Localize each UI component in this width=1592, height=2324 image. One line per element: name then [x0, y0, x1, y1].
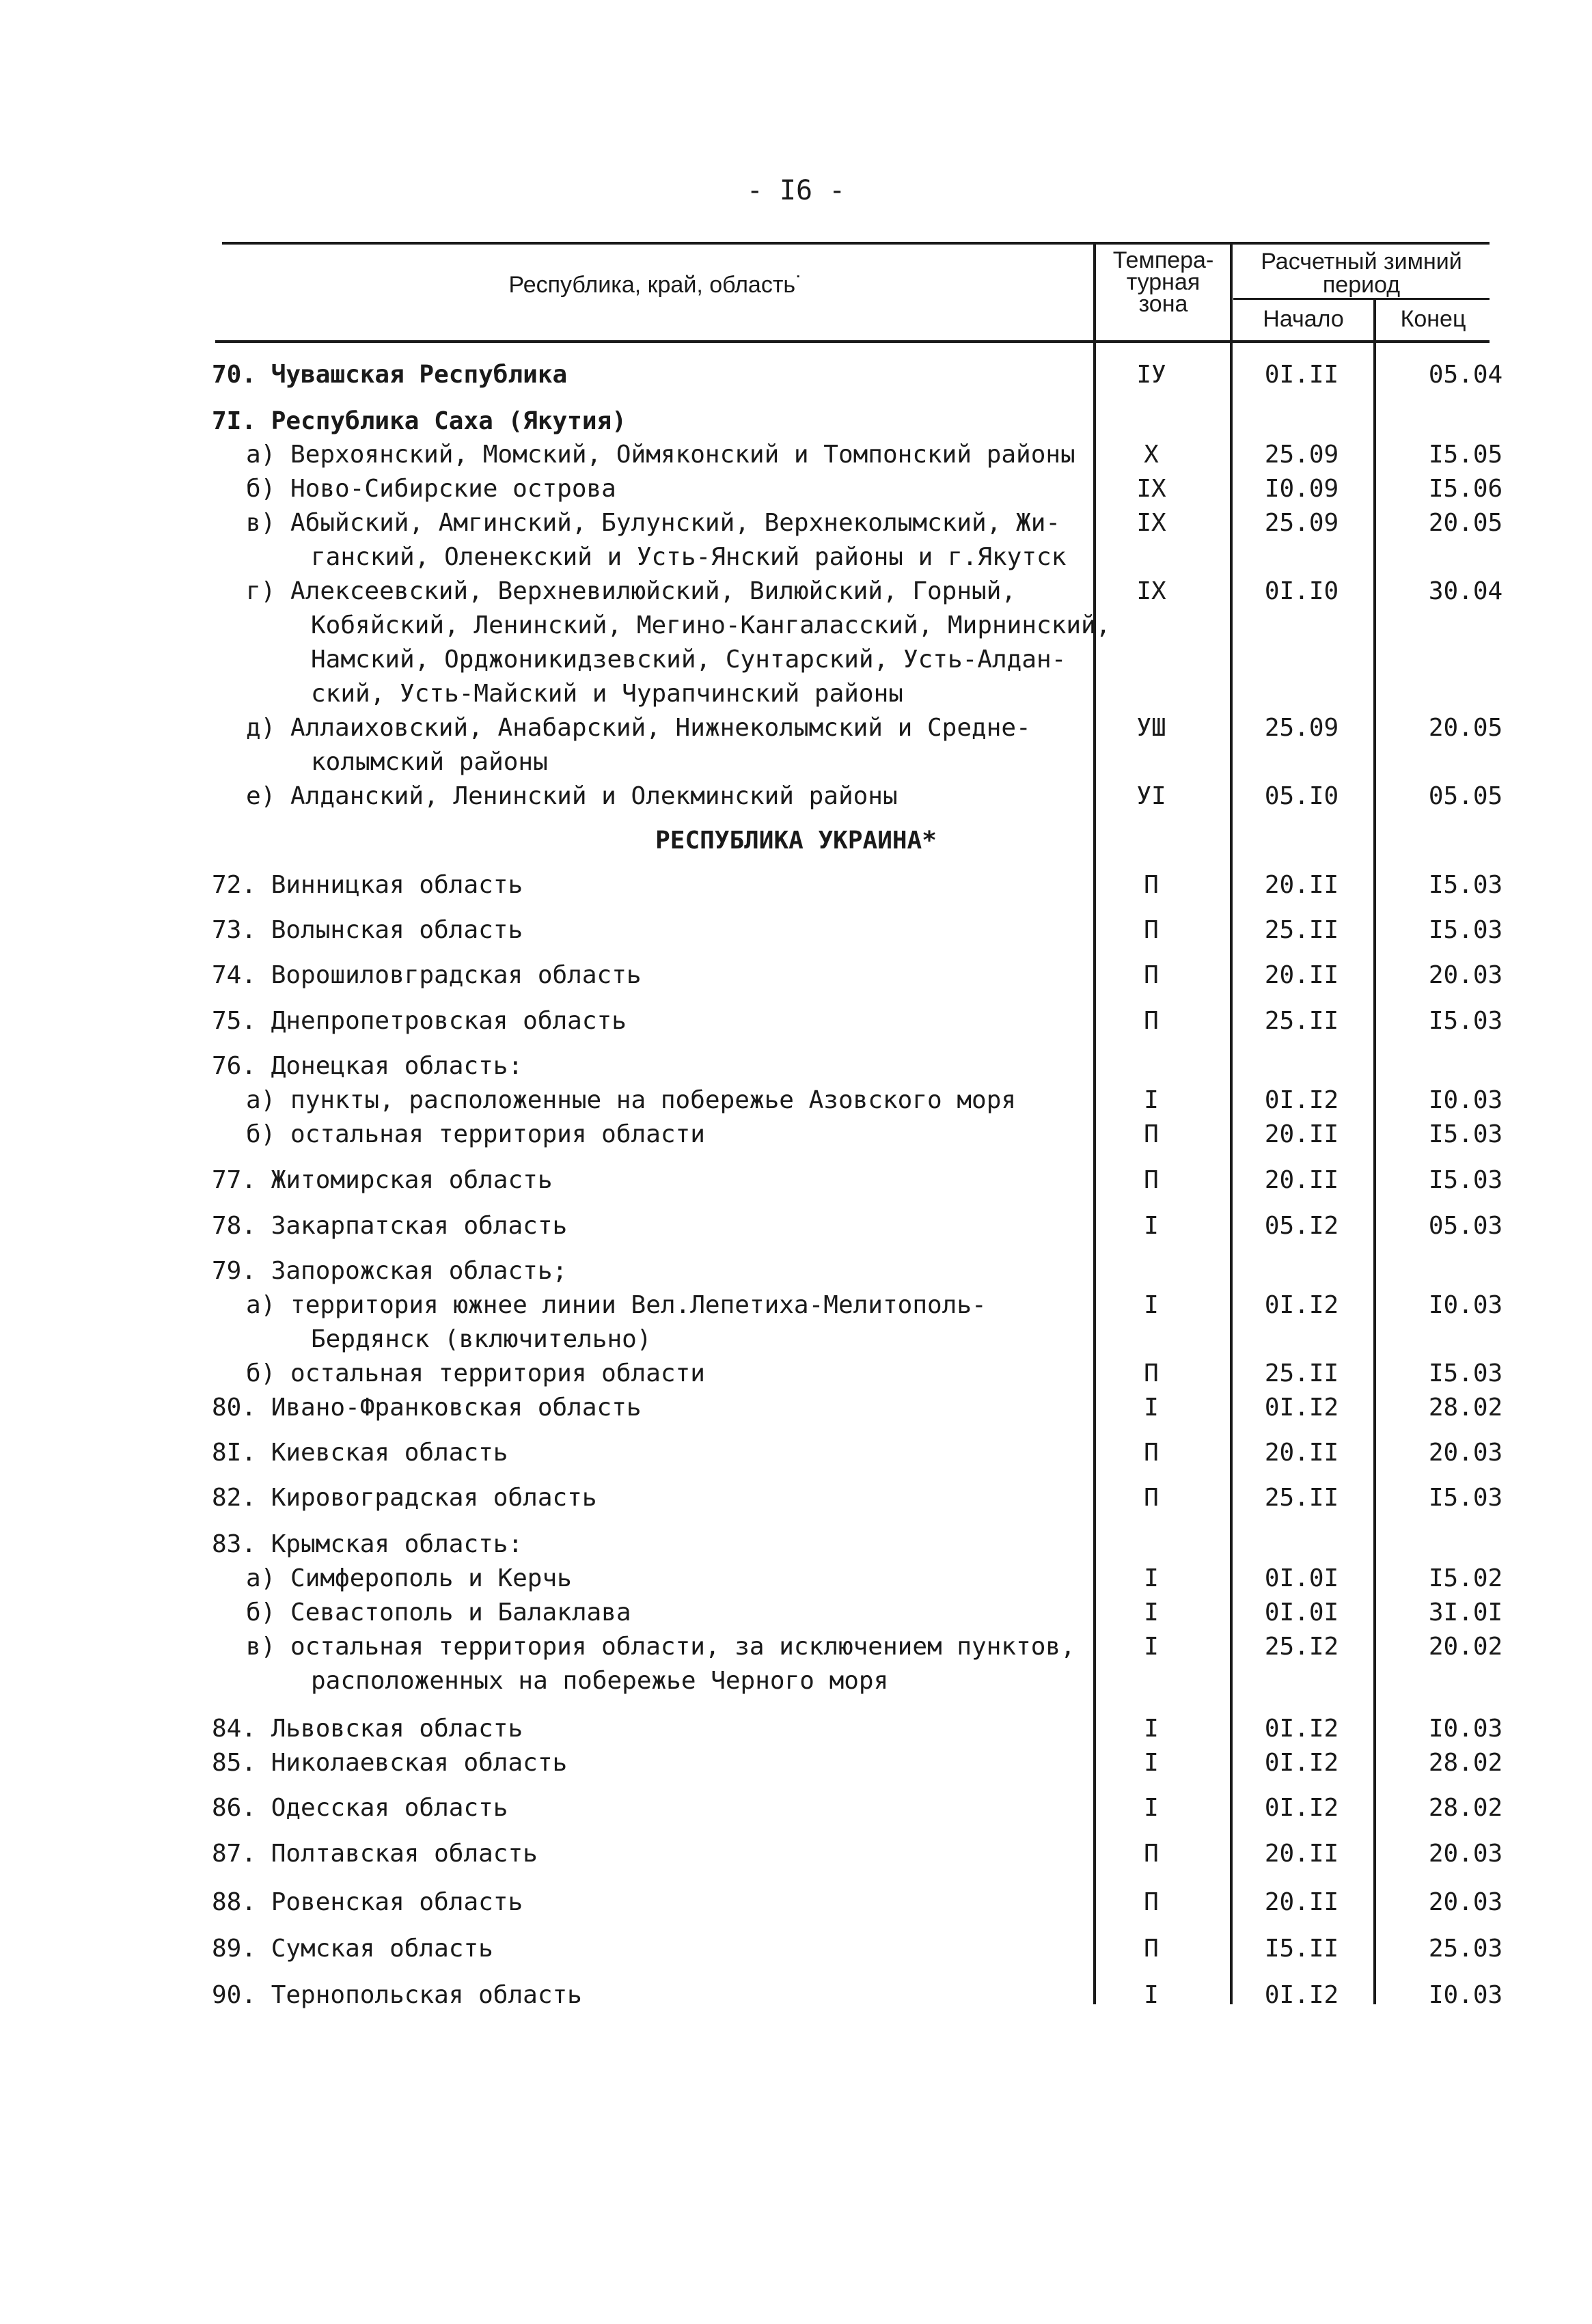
row-end: 20.05 [1428, 509, 1503, 537]
row-start: 0I.0I [1264, 1564, 1339, 1592]
table-row [0, 916, 1592, 949]
row-end: 30.04 [1428, 577, 1503, 605]
row-end: I5.03 [1428, 1120, 1503, 1148]
table-row [0, 714, 1592, 747]
table-row [0, 1840, 1592, 1872]
table-row [0, 1794, 1592, 1827]
row-zone: I [1144, 1564, 1159, 1592]
row-end: I5.03 [1428, 1007, 1503, 1035]
row-label: а) территория южнее линии Вел.Лепетиха-Мелитополь- [246, 1291, 987, 1319]
table-row [0, 782, 1592, 815]
row-start: 0I.II [1264, 361, 1339, 389]
row-end: I5.05 [1428, 441, 1503, 469]
period-subheader-rule [1233, 298, 1490, 300]
row-zone: П [1144, 1359, 1159, 1387]
table-row [0, 1007, 1592, 1040]
row-label: 84. Львовская область [212, 1715, 523, 1743]
row-zone: П [1144, 1166, 1159, 1194]
table-row [0, 1257, 1592, 1290]
row-end: I5.03 [1428, 871, 1503, 899]
row-label: расположенных на побережье Черного моря [311, 1667, 889, 1695]
header-bottom-rule [215, 340, 1490, 343]
header-zone-line3: зона [1138, 291, 1188, 317]
table-row [0, 1981, 1592, 2014]
row-end: 3I.0I [1428, 1599, 1503, 1627]
row-end: I0.03 [1428, 1086, 1503, 1114]
row-end: I5.03 [1428, 916, 1503, 944]
row-zone: I [1144, 1212, 1159, 1240]
row-start: 20.II [1264, 1439, 1339, 1467]
row-end: I0.03 [1428, 1291, 1503, 1319]
row-label: 88. Ровенская область [212, 1888, 523, 1916]
row-start: 0I.I0 [1264, 577, 1339, 605]
row-start: I0.09 [1264, 475, 1339, 503]
row-start: 0I.I2 [1264, 1394, 1339, 1422]
header-zone-line1: Темпера- [1112, 247, 1214, 273]
row-zone: П [1144, 1484, 1159, 1512]
table-row [0, 1439, 1592, 1471]
row-label: а) Верхоянский, Момский, Оймяконский и Томпонский районы [246, 441, 1075, 469]
table-row [0, 1086, 1592, 1119]
row-start: 0I.0I [1264, 1599, 1339, 1627]
header-zone-line2: турная [1126, 269, 1200, 295]
table-row [0, 1394, 1592, 1426]
row-label: а) Симферополь и Керчь [246, 1564, 572, 1592]
table-row [0, 1564, 1592, 1597]
row-label: б) Ново-Сибирские острова [246, 475, 616, 503]
row-end: I5.02 [1428, 1564, 1503, 1592]
table-row [0, 543, 1592, 576]
table-row [0, 1667, 1592, 1700]
table-row [0, 1120, 1592, 1153]
row-end: 28.02 [1428, 1394, 1503, 1422]
row-zone: I [1144, 1086, 1159, 1114]
row-label: 87. Полтавская область [212, 1840, 538, 1868]
table-row [0, 1633, 1592, 1665]
row-zone: П [1144, 1840, 1159, 1868]
row-label: а) пункты, расположенные на побережье Азовского моря [246, 1086, 1017, 1114]
row-zone: IX [1136, 475, 1166, 503]
page-number: - I6 - [746, 175, 846, 206]
row-label: 75. Днепропетровская область [212, 1007, 627, 1035]
table-row [0, 361, 1592, 393]
row-end: 20.05 [1428, 714, 1503, 742]
row-start: 20.II [1264, 961, 1339, 989]
table-row [0, 407, 1592, 440]
header-start: Начало [1263, 306, 1344, 332]
row-label: 83. Крымская область: [212, 1530, 523, 1558]
row-start: 20.II [1264, 1888, 1339, 1916]
row-label: д) Аллаиховский, Анабарский, Нижнеколымский и Средне- [246, 714, 1031, 742]
row-start: 05.I2 [1264, 1212, 1339, 1240]
row-zone: I [1144, 1599, 1159, 1627]
row-end: 05.04 [1428, 361, 1503, 389]
row-start: 25.09 [1264, 441, 1339, 469]
row-start: 0I.I2 [1264, 1086, 1339, 1114]
table-row [0, 961, 1592, 994]
table-row [0, 475, 1592, 508]
row-start: 20.II [1264, 871, 1339, 899]
row-label: 85. Николаевская область [212, 1749, 568, 1777]
row-start: 25.09 [1264, 509, 1339, 537]
row-end: 28.02 [1428, 1749, 1503, 1777]
row-label: ганский, Оленекский и Усть-Янский районы и г.Якутск [311, 543, 1067, 571]
table-row [0, 748, 1592, 781]
table-row [0, 1325, 1592, 1358]
row-start: 25.II [1264, 916, 1339, 944]
table-row [0, 509, 1592, 542]
row-zone: I [1144, 1394, 1159, 1422]
table-row [0, 1166, 1592, 1199]
row-label: г) Алексеевский, Верхневилюйский, Вилюйский, Горный, [246, 577, 1017, 605]
header-top-rule [222, 242, 1490, 245]
table-row [0, 611, 1592, 644]
table-row [0, 1212, 1592, 1245]
table-row [0, 577, 1592, 610]
row-end: I0.03 [1428, 1715, 1503, 1743]
table-row [0, 1291, 1592, 1324]
row-label: 7I. Республика Саха (Якутия) [212, 407, 627, 435]
table-row [0, 1888, 1592, 1921]
row-end: 05.03 [1428, 1212, 1503, 1240]
row-start: 25.09 [1264, 714, 1339, 742]
row-label: 76. Донецкая область: [212, 1052, 523, 1080]
row-start: 20.II [1264, 1840, 1339, 1868]
row-zone: П [1144, 1888, 1159, 1916]
row-start: 25.II [1264, 1007, 1339, 1035]
row-zone: П [1144, 1007, 1159, 1035]
row-label: 77. Житомирская область [212, 1166, 553, 1194]
row-label: колымский районы [311, 748, 548, 776]
row-zone: П [1144, 1439, 1159, 1467]
row-start: 0I.I2 [1264, 1981, 1339, 2009]
row-zone: П [1144, 871, 1159, 899]
table-row [0, 1935, 1592, 1967]
row-label: Бердянск (включительно) [311, 1325, 652, 1353]
row-end: I5.03 [1428, 1484, 1503, 1512]
row-zone: IX [1136, 509, 1166, 537]
row-label: 8I. Киевская область [212, 1439, 508, 1467]
table-row [0, 1484, 1592, 1517]
row-end: I0.03 [1428, 1981, 1503, 2009]
row-label: 72. Винницкая область [212, 871, 523, 899]
row-label: Намский, Орджоникидзевский, Сунтарский, Усть-Алдан- [311, 646, 1067, 674]
row-label: 86. Одесская область [212, 1794, 508, 1822]
row-start: 05.I0 [1264, 782, 1339, 810]
row-label: 90. Тернопольская область [212, 1981, 582, 2009]
row-end: I5.03 [1428, 1166, 1503, 1194]
row-label: б) Севастополь и Балаклава [246, 1599, 631, 1627]
row-label: ский, Усть-Майский и Чурапчинский районы [311, 680, 903, 708]
row-label: 82. Кировоградская область [212, 1484, 597, 1512]
row-end: 20.03 [1428, 1840, 1503, 1868]
table-row [0, 1715, 1592, 1747]
row-label: 80. Ивано-Франковская область [212, 1394, 642, 1422]
row-label: в) Абыйский, Амгинский, Булунский, Верхнеколымский, Жи- [246, 509, 1061, 537]
header-period-line1: Расчетный зимний [1261, 249, 1462, 275]
row-start: 25.I2 [1264, 1633, 1339, 1661]
row-end: I5.06 [1428, 475, 1503, 503]
row-zone: П [1144, 961, 1159, 989]
row-zone: I [1144, 1749, 1159, 1777]
table-row [0, 1599, 1592, 1631]
row-label: е) Алданский, Ленинский и Олекминский районы [246, 782, 898, 810]
row-start: 0I.I2 [1264, 1715, 1339, 1743]
table-row [0, 441, 1592, 473]
row-label: б) остальная территория области [246, 1120, 705, 1148]
row-zone: IУ [1136, 361, 1166, 389]
table-row [0, 1052, 1592, 1085]
row-start: 20.II [1264, 1120, 1339, 1148]
row-label: 74. Ворошиловградская область [212, 961, 642, 989]
row-label: 70. Чувашская Республика [212, 361, 568, 389]
row-label: 89. Сумская область [212, 1935, 493, 1963]
table-row [0, 680, 1592, 713]
row-end: 25.03 [1428, 1935, 1503, 1963]
row-end: 20.03 [1428, 961, 1503, 989]
row-zone: I [1144, 1794, 1159, 1822]
row-start: 25.II [1264, 1359, 1339, 1387]
header-end: Конец [1400, 306, 1466, 332]
row-start: 25.II [1264, 1484, 1339, 1512]
row-label: б) остальная территория области [246, 1359, 705, 1387]
table-row [0, 646, 1592, 678]
row-start: 0I.I2 [1264, 1291, 1339, 1319]
row-zone: I [1144, 1633, 1159, 1661]
row-label: 78. Закарпатская область [212, 1212, 568, 1240]
row-end: 20.03 [1428, 1439, 1503, 1467]
row-zone: П [1144, 1120, 1159, 1148]
row-label: 79. Запорожская область; [212, 1257, 568, 1285]
row-zone: I [1144, 1715, 1159, 1743]
row-end: 28.02 [1428, 1794, 1503, 1822]
row-zone: П [1144, 916, 1159, 944]
row-label: 73. Волынская область [212, 916, 523, 944]
section-ukraine: РЕСПУБЛИКА УКРАИНА* [655, 827, 937, 855]
row-zone: X [1144, 441, 1159, 469]
row-end: 20.02 [1428, 1633, 1503, 1661]
row-zone: П [1144, 1935, 1159, 1963]
row-start: 0I.I2 [1264, 1794, 1339, 1822]
row-zone: I [1144, 1291, 1159, 1319]
header-period-line2: период [1322, 272, 1401, 298]
row-start: I5.II [1264, 1935, 1339, 1963]
row-zone: I [1144, 1981, 1159, 2009]
table-row [0, 1530, 1592, 1563]
row-start: 20.II [1264, 1166, 1339, 1194]
row-zone: IX [1136, 577, 1166, 605]
table-row [0, 1749, 1592, 1782]
row-zone: УШ [1136, 714, 1166, 742]
row-zone: УI [1136, 782, 1166, 810]
row-label: в) остальная территория области, за исключением пунктов, [246, 1633, 1075, 1661]
table-row [0, 871, 1592, 904]
row-end: 20.03 [1428, 1888, 1503, 1916]
header-region: Республика, край, область˙ [508, 272, 804, 298]
row-end: I5.03 [1428, 1359, 1503, 1387]
row-label: Кобяйский, Ленинский, Мегино-Кангаласский, Мирнинский, [311, 611, 1111, 639]
row-start: 0I.I2 [1264, 1749, 1339, 1777]
table-row [0, 1359, 1592, 1392]
row-end: 05.05 [1428, 782, 1503, 810]
